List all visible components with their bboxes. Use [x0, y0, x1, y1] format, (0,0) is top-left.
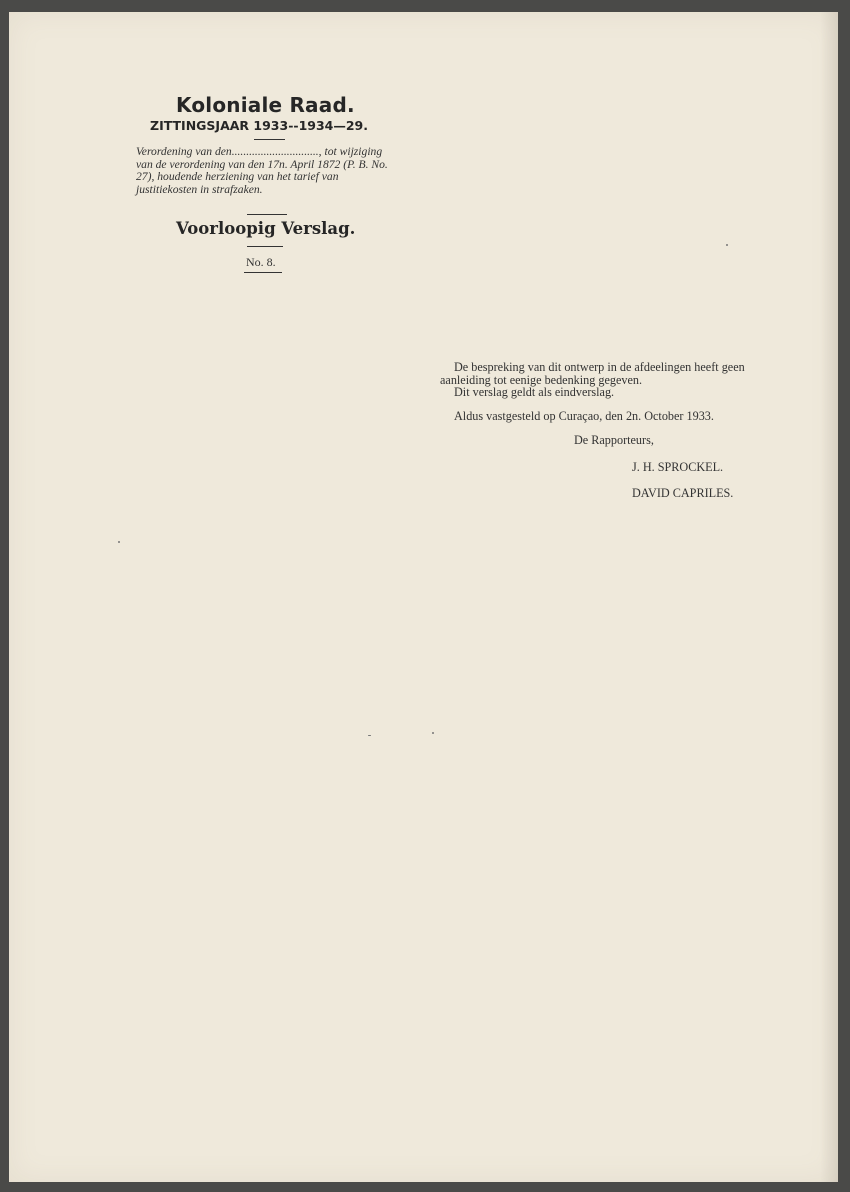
paper-speck	[726, 244, 728, 246]
rapporteur-name: J. H. SPROCKEL.	[632, 460, 724, 474]
document-page	[9, 12, 838, 1182]
paper-speck	[118, 541, 120, 543]
divider	[254, 139, 285, 140]
divider	[244, 272, 282, 273]
paper-speck	[432, 732, 434, 734]
paper-speck	[368, 735, 371, 736]
rapporteurs-label: De Rapporteurs,	[574, 433, 654, 447]
council-title: Koloniale Raad.	[176, 93, 355, 117]
rapporteur-name: DAVID CAPRILES.	[632, 486, 734, 500]
page-edge-shadow	[820, 12, 838, 1182]
ordinance-description: Verordening van den.............................., tot wijziging van de verordening van den 17n. April 1872 (P. B. No. 27), houdende herziening van het tarief van justitiekosten in strafzaken.	[136, 145, 388, 196]
report-title: Voorloopig Verslag.	[176, 219, 356, 238]
report-line: De bespreking van dit ontwerp in de afdeelingen heeft geen	[454, 360, 745, 374]
divider	[247, 246, 283, 247]
report-line: aanleiding tot eenige bedenking gegeven.	[440, 373, 643, 387]
report-line: Dit verslag geldt als eindverslag.	[454, 385, 615, 399]
session-year: ZITTINGSJAAR 1933--1934—29.	[150, 118, 369, 133]
divider	[247, 214, 287, 215]
adoption-line: Aldus vastgesteld op Curaçao, den 2n. October 1933.	[454, 409, 714, 423]
document-number: No. 8.	[246, 255, 276, 269]
